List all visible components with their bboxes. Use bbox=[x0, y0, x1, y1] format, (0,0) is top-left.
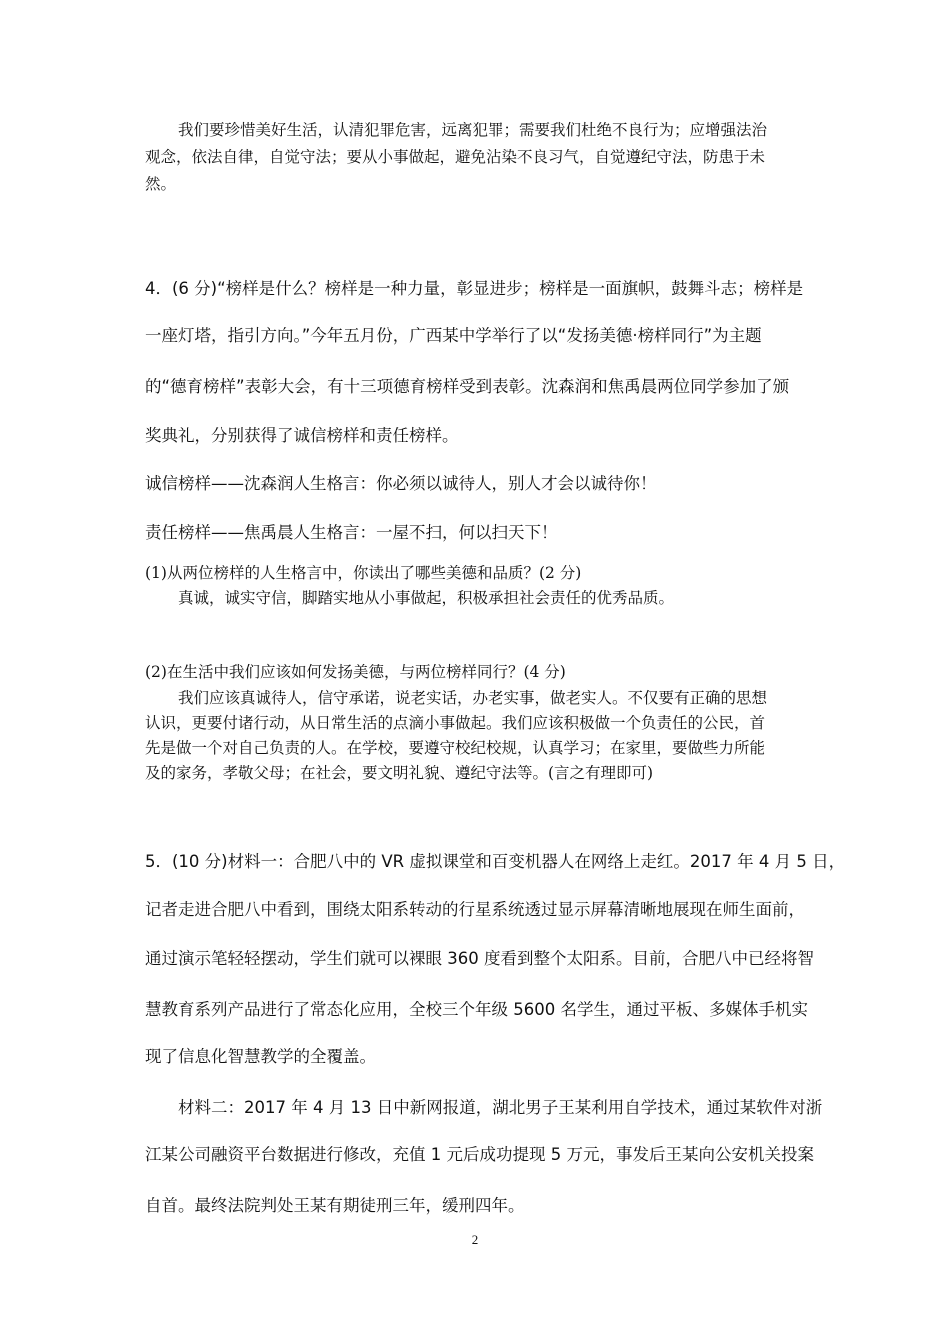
material-line: 自首。最终法院判处王某有期徒刑三年，缓刑四年。 bbox=[145, 1196, 525, 1215]
question-stem-line: 奖典礼，分别获得了诚信榜样和责任榜样。 bbox=[145, 426, 459, 445]
material-line: 江某公司融资平台数据进行修改，充值 1 元后成功提现 5 万元，事发后王某向公安机关投案 bbox=[145, 1145, 814, 1164]
question-stem-line: 一座灯塔，指引方向。”今年五月份，广西某中学举行了以“发扬美德·榜样同行”为主题 bbox=[145, 326, 762, 345]
text-line: 然。 bbox=[145, 175, 177, 193]
material-line: 材料二：2017 年 4 月 13 日中新网报道，湖北男子王某利用自学技术，通过某软件对浙 bbox=[178, 1098, 823, 1117]
material-line: 5．(10 分)材料一：合肥八中的 VR 虚拟课堂和百变机器人在网络上走红。2017 年 4 月 5 日， bbox=[145, 852, 846, 871]
material-line: 慧教育系列产品进行了常态化应用，全校三个年级 5600 名学生，通过平板、多媒体手机实 bbox=[145, 1000, 808, 1019]
sub-question-1: (1)从两位榜样的人生格言中，你读出了哪些美德和品质？(2 分) bbox=[145, 564, 582, 582]
text-line: 我们要珍惜美好生活，认清犯罪危害，远离犯罪；需要我们杜绝不良行为；应增强法治 bbox=[178, 121, 768, 139]
motto-line: 责任榜样——焦禹晨人生格言：一屋不扫，何以扫天下！ bbox=[145, 523, 558, 542]
answer-line: 认识，更要付诸行动，从日常生活的点滴小事做起。我们应该积极做一个负责任的公民，首 bbox=[145, 714, 766, 732]
answer-line: 先是做一个对自己负责的人。在学校，要遵守校纪校规，认真学习；在家里，要做些力所能 bbox=[145, 739, 766, 757]
answer-line: 及的家务，孝敬父母；在社会，要文明礼貌、遵纪守法等。(言之有理即可) bbox=[145, 764, 654, 782]
answer-line: 我们应该真诚待人，信守承诺，说老实话，办老实事，做老实人。不仅要有正确的思想 bbox=[178, 689, 768, 707]
question-stem-line: 的“德育榜样”表彰大会，有十三项德育榜样受到表彰。沈森润和焦禹晨两位同学参加了颁 bbox=[145, 377, 790, 396]
text-line: 观念，依法自律，自觉守法；要从小事做起，避免沾染不良习气，自觉遵纪守法，防患于未 bbox=[145, 148, 766, 166]
sub-question-2: (2)在生活中我们应该如何发扬美德，与两位榜样同行？(4 分) bbox=[145, 663, 566, 681]
sub-answer-1: 真诚，诚实守信，脚踏实地从小事做起，积极承担社会责任的优秀品质。 bbox=[178, 589, 675, 607]
motto-line: 诚信榜样——沈森润人生格言：你必须以诚待人，别人才会以诚待你！ bbox=[145, 474, 657, 493]
material-line: 通过演示笔轻轻摆动，学生们就可以裸眼 360 度看到整个太阳系。目前，合肥八中已经将智 bbox=[145, 949, 814, 968]
question-stem-line: 4．(6 分)“榜样是什么？榜样是一种力量，彰显进步；榜样是一面旗帜，鼓舞斗志；榜样是 bbox=[145, 279, 804, 298]
material-line: 现了信息化智慧教学的全覆盖。 bbox=[145, 1047, 376, 1066]
material-line: 记者走进合肥八中看到，围绕太阳系转动的行星系统透过显示屏幕清晰地展现在师生面前， bbox=[145, 900, 805, 919]
page-number: 2 bbox=[471, 1232, 479, 1247]
